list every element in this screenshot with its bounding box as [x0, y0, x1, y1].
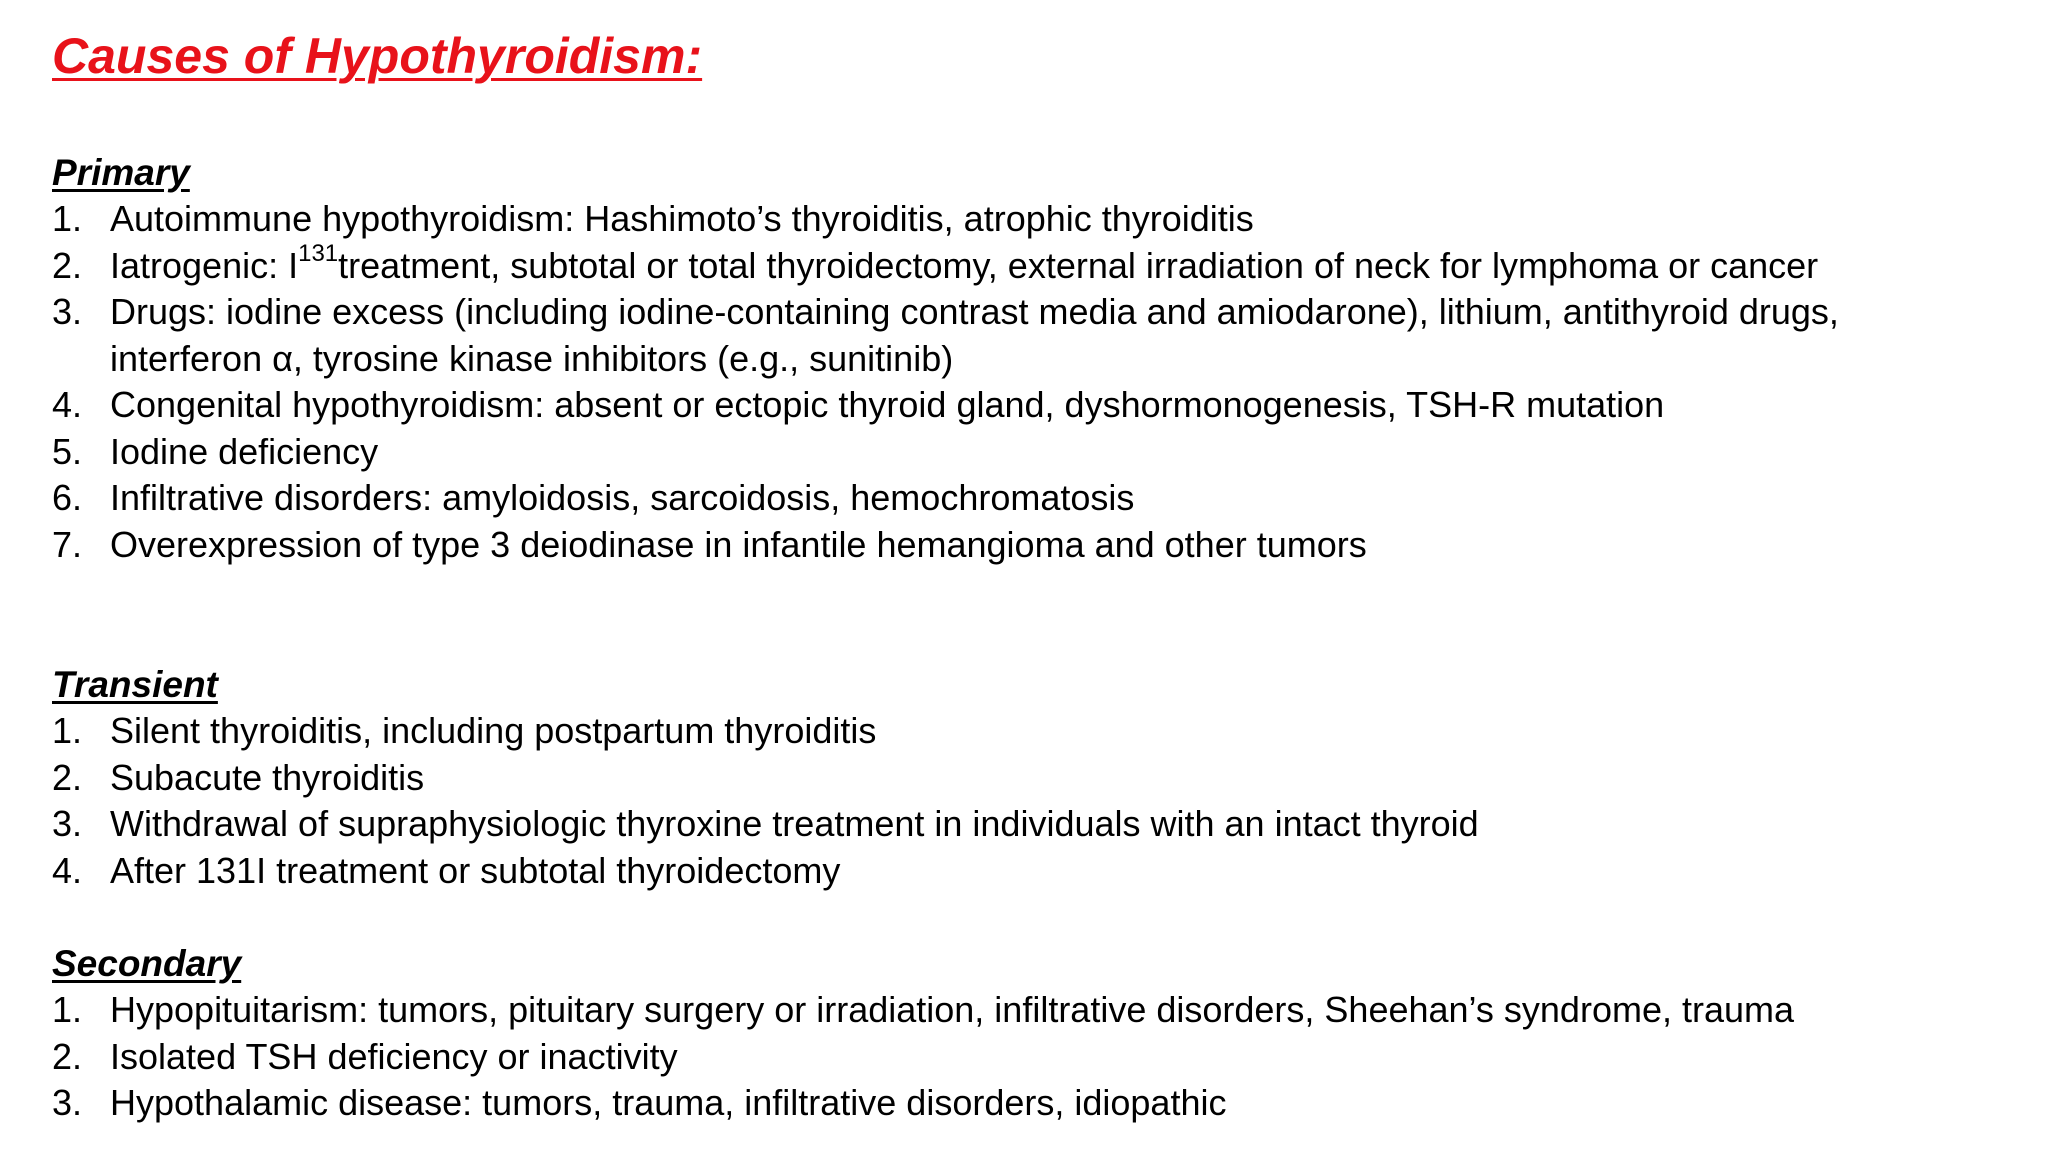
- list-item: [52, 196, 1990, 243]
- list-number: 4.: [52, 849, 83, 891]
- list-number: 1.: [52, 989, 83, 1030]
- list-number: 2.: [52, 756, 83, 798]
- list-item: [52, 289, 1990, 382]
- list-item: [52, 1034, 1990, 1081]
- list-number: 4.: [52, 384, 83, 425]
- list-text: Withdrawal of supraphysiologic thyroxine treatment in individuals with an intact thyroid: [110, 803, 1479, 844]
- list-text: Subacute thyroiditis: [110, 756, 425, 798]
- list-number: 5.: [52, 430, 83, 472]
- section-transient: [52, 662, 1990, 894]
- section-primary: [52, 150, 1990, 568]
- list-number: 6.: [52, 477, 83, 518]
- list-text-after: treatment, subtotal or total thyroidectomy, external irradiation of neck for lymphoma or cancer: [338, 244, 1819, 286]
- list-text: Infiltrative disorders: amyloidosis, sarcoidosis, hemochromatosis: [110, 477, 1135, 518]
- section-secondary: [52, 941, 1990, 1127]
- list-text: Autoimmune hypothyroidism: Hashimoto’s thyroiditis, atrophic thyroiditis: [110, 198, 1254, 239]
- list-number: 1.: [52, 710, 83, 751]
- list-number: 2.: [52, 244, 83, 286]
- list-text: Overexpression of type 3 deiodinase in infantile hemangioma and other tumors: [110, 523, 1367, 565]
- page-title: Causes of Hypothyroidism:: [52, 28, 703, 84]
- list-text: After 131I treatment or subtotal thyroidectomy: [110, 849, 841, 891]
- transient-causes-list: [52, 708, 1990, 894]
- list-text: Isolated TSH deficiency or inactivity: [110, 1035, 678, 1077]
- list-number: 1.: [52, 198, 83, 239]
- list-number: 2.: [52, 1035, 83, 1077]
- list-item: [52, 429, 1990, 476]
- list-number: 3.: [52, 1082, 83, 1123]
- secondary-causes-list: [52, 987, 1990, 1127]
- list-number: 7.: [52, 523, 83, 565]
- list-item: [52, 801, 1990, 848]
- list-item: [52, 382, 1990, 429]
- list-text: Congenital hypothyroidism: absent or ectopic thyroid gland, dyshormonogenesis, TSH-R mutation: [110, 384, 1665, 425]
- section-heading-secondary: Secondary: [52, 943, 242, 984]
- list-item: [52, 708, 1990, 755]
- isotope-superscript: 131: [298, 239, 339, 267]
- list-text: Hypopituitarism: tumors, pituitary surgery or irradiation, infiltrative disorders, Sheehan’s syndrome, trauma: [110, 989, 1795, 1030]
- list-text: Iodine deficiency: [110, 430, 379, 472]
- list-text: Drugs: iodine excess (including iodine-containing contrast media and amiodarone), lithium, antithyroid drugs, interferon α, tyrosine kinase inhibitors (e.g., sunitinib): [110, 291, 1839, 379]
- list-item: [52, 475, 1990, 522]
- section-heading-transient: Transient: [52, 664, 218, 705]
- list-item: [52, 987, 1990, 1034]
- primary-causes-list: [52, 196, 1990, 568]
- list-number: 3.: [52, 803, 83, 844]
- list-text: Silent thyroiditis, including postpartum thyroiditis: [110, 710, 877, 751]
- list-text: Hypothalamic disease: tumors, trauma, infiltrative disorders, idiopathic: [110, 1082, 1227, 1123]
- list-text-before: Iatrogenic: I: [110, 244, 299, 286]
- list-number: 3.: [52, 291, 83, 332]
- list-item: [52, 848, 1990, 895]
- list-text: [110, 239, 1990, 290]
- list-item: [52, 522, 1990, 569]
- list-item: [52, 755, 1990, 802]
- list-item: [52, 1080, 1990, 1127]
- list-item: [52, 239, 1990, 290]
- section-heading-primary: Primary: [52, 152, 190, 193]
